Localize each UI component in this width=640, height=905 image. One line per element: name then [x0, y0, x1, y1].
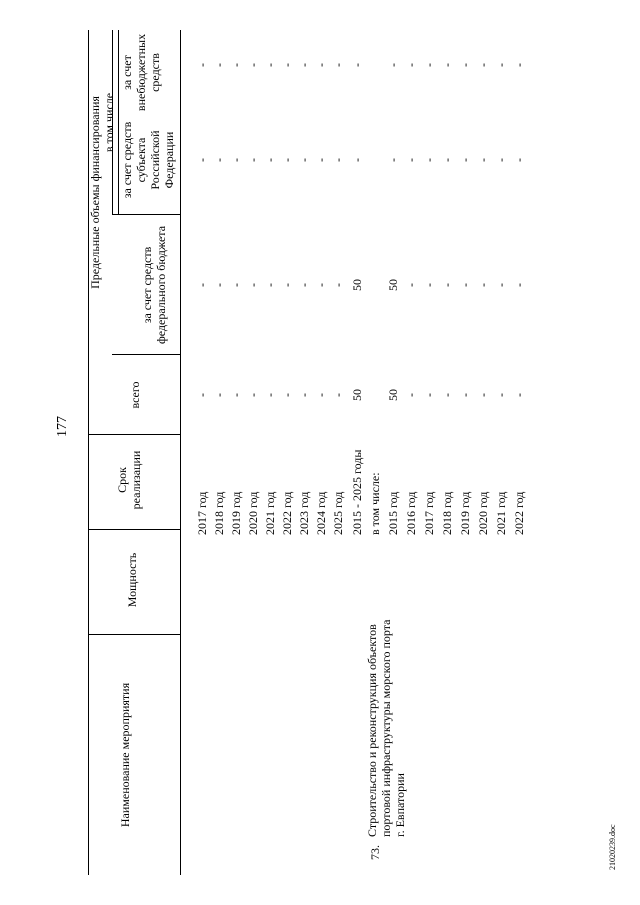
header-including: в том числе	[102, 92, 116, 153]
cell-term: 2016 год	[404, 491, 418, 535]
cell-extra: -	[280, 63, 294, 67]
cell-extra: -	[458, 63, 472, 67]
cell-federal: -	[280, 283, 294, 287]
cell-federal: -	[246, 283, 260, 287]
cell-total: -	[212, 393, 226, 397]
cell-subject: -	[494, 158, 508, 162]
cell-federal: 50	[386, 279, 400, 291]
cell-federal: 50	[350, 279, 364, 291]
cell-total: -	[314, 393, 328, 397]
cell-term: 2015 - 2025 годы	[350, 449, 364, 535]
cell-federal: -	[476, 283, 490, 287]
cell-extra: -	[314, 63, 328, 67]
cell-subject: -	[386, 158, 400, 162]
cell-extra: -	[386, 63, 400, 67]
cell-term: 2017 год	[195, 491, 209, 535]
cell-term: 2018 год	[440, 491, 454, 535]
cell-subject: -	[297, 158, 311, 162]
cell-term: 2022 год	[512, 491, 526, 535]
cell-extra: -	[350, 63, 364, 67]
header-extra: за счет внебюджетных средств	[120, 33, 162, 112]
header-limits: Предельные объемы финансирования	[88, 96, 102, 289]
cell-subject: -	[512, 158, 526, 162]
cell-total: -	[458, 393, 472, 397]
divider-federal-subject	[112, 214, 180, 215]
header-name: Наименование мероприятия	[118, 682, 132, 828]
cell-total: -	[297, 393, 311, 397]
cell-federal: -	[458, 283, 472, 287]
cell-term: 2017 год	[422, 491, 436, 535]
cell-subject: -	[212, 158, 226, 162]
cell-subject: -	[314, 158, 328, 162]
cell-extra: -	[195, 63, 209, 67]
cell-extra: -	[440, 63, 454, 67]
cell-subject: -	[404, 158, 418, 162]
cell-federal: -	[440, 283, 454, 287]
cell-federal: -	[494, 283, 508, 287]
cell-term: 2024 год	[314, 491, 328, 535]
cell-federal: -	[314, 283, 328, 287]
cell-total: -	[512, 393, 526, 397]
cell-subject: -	[280, 158, 294, 162]
cell-subject: -	[263, 158, 277, 162]
cell-extra: -	[422, 63, 436, 67]
cell-subject: -	[422, 158, 436, 162]
cell-subject: -	[331, 158, 345, 162]
divider-capacity-term	[88, 529, 180, 530]
cell-total: 50	[350, 389, 364, 401]
page-number: 177	[55, 416, 70, 437]
cell-extra: -	[263, 63, 277, 67]
cell-subject: -	[476, 158, 490, 162]
header-bottom-border	[180, 30, 181, 875]
cell-term: 2021 год	[263, 491, 277, 535]
cell-subject: -	[440, 158, 454, 162]
cell-total: -	[331, 393, 345, 397]
cell-term: 2019 год	[458, 491, 472, 535]
cell-term: 2020 год	[246, 491, 260, 535]
header-federal: за счет средств федерального бюджета	[140, 225, 168, 345]
measure-number: 73.	[368, 845, 382, 860]
cell-subject: -	[195, 158, 209, 162]
cell-subject: -	[246, 158, 260, 162]
cell-term: 2020 год	[476, 491, 490, 535]
divider-total-federal	[112, 354, 180, 355]
cell-total: -	[494, 393, 508, 397]
cell-extra: -	[246, 63, 260, 67]
cell-extra: -	[331, 63, 345, 67]
cell-subject: -	[458, 158, 472, 162]
cell-term: 2022 год	[280, 491, 294, 535]
cell-total: -	[229, 393, 243, 397]
cell-term: 2025 год	[331, 491, 345, 535]
cell-total: -	[246, 393, 260, 397]
cell-federal: -	[422, 283, 436, 287]
header-term: Срок реализации	[115, 450, 143, 510]
cell-total: -	[476, 393, 490, 397]
divider-name-capacity	[88, 634, 180, 635]
cell-extra: -	[229, 63, 243, 67]
cell-term: 2023 год	[297, 491, 311, 535]
cell-total: -	[404, 393, 418, 397]
cell-extra: -	[404, 63, 418, 67]
cell-extra: -	[494, 63, 508, 67]
cell-term: 2015 год	[386, 491, 400, 535]
cell-federal: -	[195, 283, 209, 287]
header-subject: за счет средств субъекта Российской Федерации	[120, 121, 176, 199]
cell-extra: -	[476, 63, 490, 67]
header-total: всего	[128, 381, 142, 409]
cell-subject: -	[229, 158, 243, 162]
cell-total: -	[280, 393, 294, 397]
cell-federal: -	[331, 283, 345, 287]
cell-federal: -	[263, 283, 277, 287]
cell-total: -	[195, 393, 209, 397]
measure-name: Строительство и реконструкция объектов портовой инфраструктуры морского порта г. Евпатории	[365, 619, 407, 837]
cell-total: -	[422, 393, 436, 397]
subject-underline	[118, 30, 119, 215]
cell-total: -	[440, 393, 454, 397]
cell-total: -	[263, 393, 277, 397]
cell-federal: -	[297, 283, 311, 287]
cell-term: 2021 год	[494, 491, 508, 535]
header-capacity: Мощность	[125, 552, 139, 608]
cell-term: 2019 год	[229, 491, 243, 535]
cell-extra: -	[212, 63, 226, 67]
cell-federal: -	[229, 283, 243, 287]
cell-term: 2018 год	[212, 491, 226, 535]
cell-term: в том числе:	[368, 472, 382, 535]
cell-extra: -	[297, 63, 311, 67]
cell-federal: -	[512, 283, 526, 287]
cell-extra: -	[512, 63, 526, 67]
footer-filename: 21020239.doc	[608, 824, 617, 870]
cell-total: 50	[386, 389, 400, 401]
cell-federal: -	[404, 283, 418, 287]
cell-subject: -	[350, 158, 364, 162]
cell-federal: -	[212, 283, 226, 287]
